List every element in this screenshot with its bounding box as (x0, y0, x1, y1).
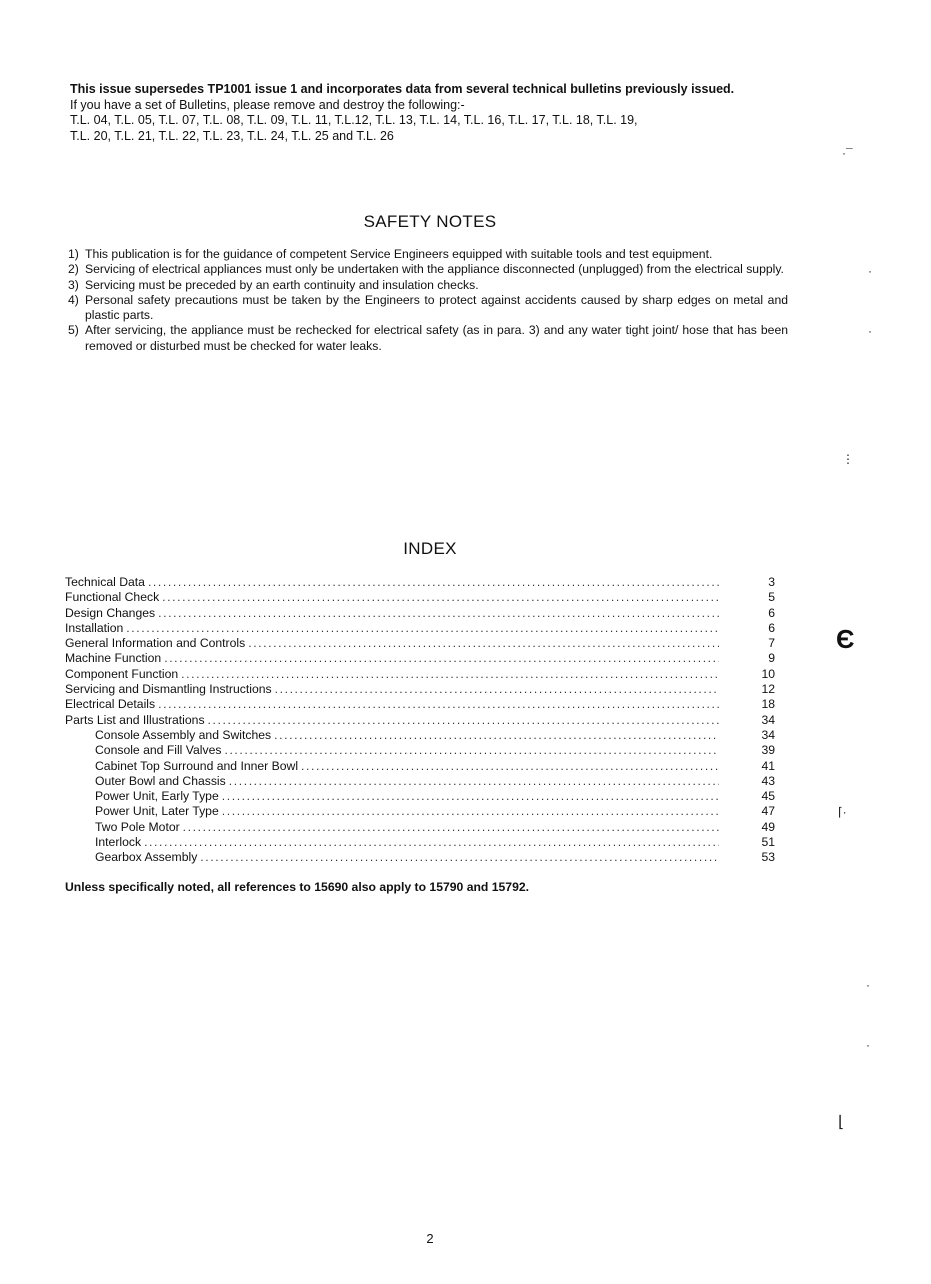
dot-leader (274, 728, 719, 743)
index-entry[interactable] (65, 636, 775, 651)
index-subentry[interactable] (65, 759, 775, 774)
index-heading: INDEX (403, 539, 457, 558)
index-entry[interactable] (65, 621, 775, 636)
dot-leader (162, 590, 719, 605)
bulletins-instruction: If you have a set of Bulletins, please remove and destroy the following:- (70, 97, 465, 112)
dot-leader (148, 575, 719, 590)
index-entry-page: 5 (768, 590, 775, 605)
dot-leader (275, 682, 719, 697)
dot-leader (222, 789, 719, 804)
index-entry-page: 9 (768, 651, 775, 666)
page-number: 2 (426, 1231, 434, 1246)
index-entry-title: Console Assembly and Switches (95, 727, 272, 742)
index-entry-title: Outer Bowl and Chassis (95, 773, 226, 788)
scan-speck: · (868, 264, 872, 278)
index-entry-page: 49 (761, 819, 775, 834)
index-entry-title: Interlock (95, 835, 142, 850)
scan-speck: · (868, 324, 872, 338)
index-entry-page: 53 (761, 850, 775, 865)
dot-leader (158, 697, 719, 712)
dot-leader (181, 667, 719, 682)
issue-notice (70, 82, 810, 144)
scan-speck: ⌈· (838, 805, 847, 819)
safety-note-number: 3) (68, 277, 79, 292)
dot-leader (200, 850, 719, 865)
index-subentry[interactable] (65, 850, 775, 865)
dot-leader (158, 606, 719, 621)
safety-notes-heading: SAFETY NOTES (363, 212, 497, 231)
bulletin-list-line-2: T.L. 20, T.L. 21, T.L. 22, T.L. 23, T.L. 24, T.L. 25 and T.L. 26 (70, 128, 394, 143)
dot-leader (164, 651, 719, 666)
index-entry-title: Installation (65, 620, 124, 635)
index-entry-page: 7 (768, 636, 775, 651)
dot-leader (208, 713, 719, 728)
index-entry[interactable] (65, 682, 775, 697)
scan-speck: · (866, 1038, 870, 1052)
index-entry-title: Machine Function (65, 651, 162, 666)
index-entry-page: 47 (761, 804, 775, 819)
safety-note (68, 262, 788, 277)
index-entry-title: Cabinet Top Surround and Inner Bowl (95, 758, 299, 773)
index-entry-title: General Information and Controls (65, 636, 246, 651)
supersedes-notice: This issue supersedes TP1001 issue 1 and incorporates data from several technical bulletins previously issued. (70, 82, 735, 96)
index-subentry[interactable] (65, 835, 775, 850)
index-entry-title: Technical Data (65, 575, 145, 589)
index-entry-title: Gearbox Assembly (95, 850, 198, 865)
safety-note-number: 1) (68, 247, 79, 261)
scan-speck: · (866, 978, 870, 992)
index-entry[interactable] (65, 590, 775, 605)
index-subentry[interactable] (65, 820, 775, 835)
dot-leader (224, 743, 719, 758)
index-entry-title: Power Unit, Early Type (95, 789, 219, 804)
index-subentry[interactable] (65, 804, 775, 819)
safety-note (68, 323, 788, 354)
safety-note-text: Servicing of electrical appliances must only be undertaken with the appliance disconnected (unplugged) from the electrical supply. (85, 262, 784, 277)
index-entry[interactable] (65, 575, 775, 590)
index-entry[interactable] (65, 697, 775, 712)
safety-note-number: 5) (68, 323, 79, 338)
index-subentry[interactable] (65, 743, 775, 758)
index-entry-title: Design Changes (65, 605, 156, 620)
bulletin-list-line-1: T.L. 04, T.L. 05, T.L. 07, T.L. 08, T.L. 09, T.L. 11, T.L.12, T.L. 13, T.L. 14, T.L. 16, T.L. 17, T.L. 18, T.L. 19, (70, 113, 638, 127)
dot-leader (229, 774, 719, 789)
index-entry-page: 10 (761, 666, 775, 681)
scan-speck: ·¯ (842, 146, 853, 160)
safety-notes-list (68, 247, 788, 354)
index-entry-page: 34 (761, 712, 775, 727)
dot-leader (222, 804, 719, 819)
dot-leader (248, 636, 719, 651)
index-entry-page: 45 (761, 789, 775, 804)
index-entry[interactable] (65, 606, 775, 621)
index-entry-page: 12 (761, 682, 775, 697)
scan-speck: ⋮ (842, 452, 854, 466)
index-entry-page: 43 (761, 773, 775, 788)
safety-note (68, 293, 788, 324)
scan-speck: ⌊ (838, 1114, 845, 1131)
safety-note-text: This publication is for the guidance of competent Service Engineers equipped with suitable tools and test equipment. (85, 247, 713, 261)
index-entry-title: Power Unit, Later Type (95, 804, 219, 819)
index-entry-page: 34 (761, 727, 775, 742)
index-entry-title: Parts List and Illustrations (65, 712, 205, 727)
index-entry-title: Console and Fill Valves (95, 743, 222, 758)
safety-note-number: 4) (68, 292, 79, 307)
dot-leader (144, 835, 719, 850)
index-subentry[interactable] (65, 774, 775, 789)
index-entry-page: 39 (761, 743, 775, 758)
safety-note-text: Servicing must be preceded by an earth continuity and insulation checks. (85, 277, 479, 292)
safety-note-text: Personal safety precautions must be taken by the Engineers to protect against accidents caused by sharp edges on metal and plastic parts. (85, 292, 788, 323)
index-entry-title: Two Pole Motor (95, 819, 180, 834)
index-table (65, 575, 775, 866)
model-reference-note: Unless specifically noted, all references to 15690 also apply to 15790 and 15792. (65, 880, 530, 894)
safety-note (68, 278, 788, 293)
index-entry-page: 51 (761, 835, 775, 850)
safety-note (68, 247, 788, 262)
index-entry[interactable] (65, 667, 775, 682)
index-entry-page: 3 (768, 575, 775, 589)
safety-note-number: 2) (68, 262, 79, 277)
index-entry-title: Functional Check (65, 590, 160, 605)
dot-leader (126, 621, 719, 636)
index-subentry[interactable] (65, 728, 775, 743)
index-entry[interactable] (65, 713, 775, 728)
index-entry-title: Electrical Details (65, 697, 156, 712)
index-subentry[interactable] (65, 789, 775, 804)
punch-hole-mark: Є (836, 624, 855, 654)
dot-leader (301, 759, 719, 774)
index-entry-page: 6 (768, 620, 775, 635)
index-entry-page: 41 (761, 758, 775, 773)
index-entry[interactable] (65, 651, 775, 666)
index-entry-page: 6 (768, 605, 775, 620)
safety-note-text: After servicing, the appliance must be rechecked for electrical safety (as in para. 3) and any water tight joint/ hose that has been removed or disturbed must be checked for water leaks. (85, 323, 788, 353)
dot-leader (183, 820, 719, 835)
index-entry-title: Servicing and Dismantling Instructions (65, 682, 272, 697)
index-entry-title: Component Function (65, 666, 179, 681)
index-entry-page: 18 (761, 697, 775, 712)
